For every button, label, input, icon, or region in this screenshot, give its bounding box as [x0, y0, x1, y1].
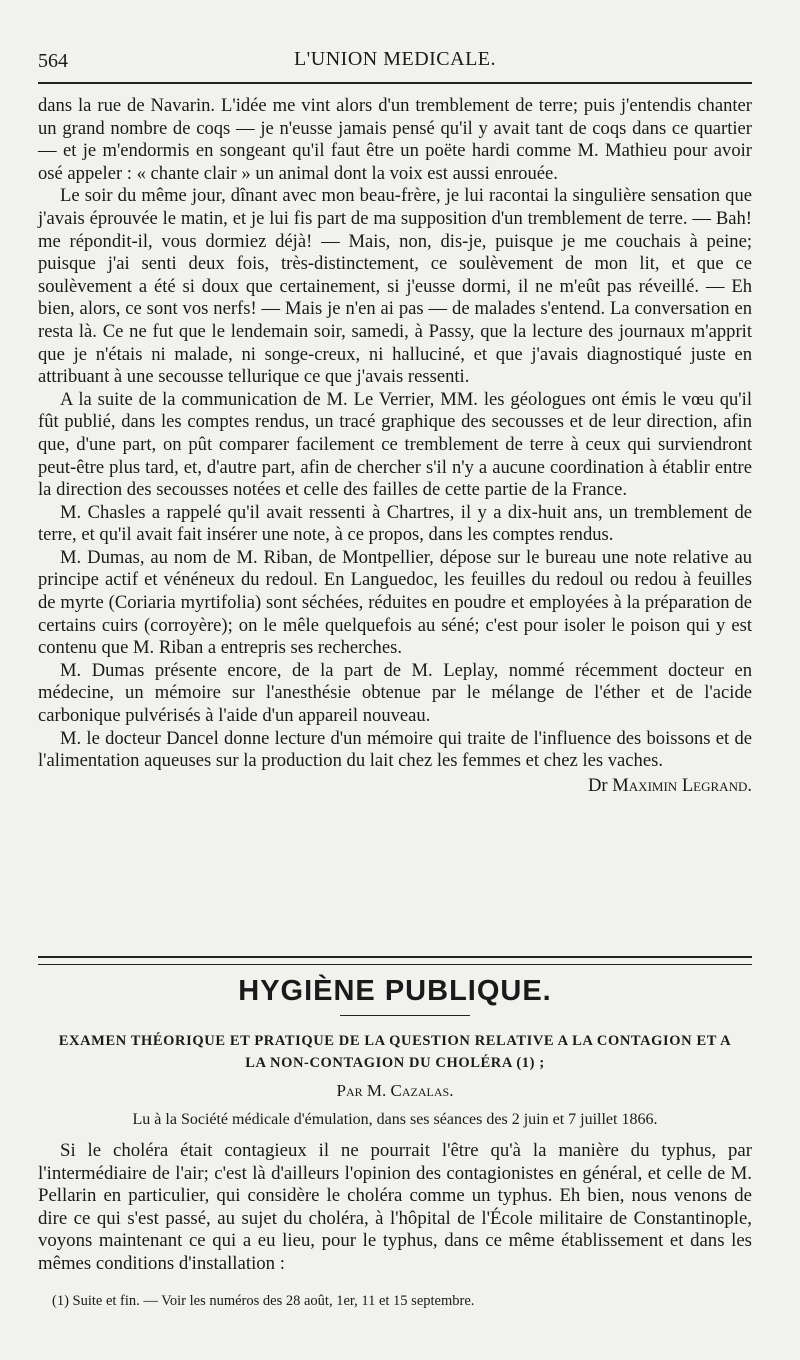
footnote: (1) Suite et fin. — Voir les numéros des 28 août, 1er, 11 et 15 septembre. — [52, 1293, 475, 1309]
page-header — [38, 44, 752, 80]
article-author: Par M. Cazalas. — [336, 1081, 454, 1100]
paragraph: M. Chasles a rappelé qu'il avait ressenti à Chartres, il y a dix-huit ans, un tremblement de terre, et qu'il avait fait insérer une note, à ce propos, dans les comptes rendus. — [38, 501, 752, 546]
signature-name: Maximin Legrand. — [612, 774, 752, 796]
paragraph: M. Dumas présente encore, de la part de M. Leplay, nommé récemment docteur en médecine, un mémoire sur l'anesthésie obtenue par le mélange de l'éther et de l'acide carbonique pulvérisés à l'aide d'un appareil nouveau. — [38, 659, 752, 727]
section-title: HYGIÈNE PUBLIQUE. — [238, 975, 552, 1007]
paragraph: Le soir du même jour, dînant avec mon beau-frère, je lui racontai la singulière sensation que j'avais éprouvée le matin, et je lui fis part de ma supposition d'un tremblement de terre. — Bah! me répondit-il, vous dormiez déjà! — Mais, non, dis-je, puisque je me couchais à peine; puisque j'ai senti deux fois, très-distinctement, ce soulèvement de mon lit, et que ce soulèvement a été si doux que certainement, si j'eusse dormi, il ne m'eût pas réveillé. — Eh bien, alors, ce sont vos nerfs! — Mais je n'en ai pas — de malades s'entend. La conversation en resta là. Ce ne fut que le lendemain soir, samedi, à Passy, que la lecture des journaux m'apprit que je n'étais ni malade, ni songe-creux, ni halluciné, et que j'avais diagnostiqué juste en attribuant à une secousse tellurique ce que j'avais ressenti. — [38, 185, 752, 388]
article-title — [38, 1030, 752, 1074]
article-title-line: EXAMEN THÉORIQUE ET PRATIQUE DE LA QUESTION RELATIVE A LA CONTAGION ET A — [58, 1033, 732, 1049]
article-title-text: LA NON-CONTAGION DU CHOLÉRA — [245, 1055, 513, 1071]
paragraph: dans la rue de Navarin. L'idée me vint alors d'un tremblement de terre; puis j'entendis chanter un grand nombre de coqs — je n'eusse jamais pensé qu'il y avait tant de coqs dans ce quartier — et je m'endormis en songeant qu'il faut être un poëte hardi comme M. Mathieu pour avoir osé appeler : « chante clair » un animal dont la voix est aussi enrouée. — [38, 95, 752, 184]
paragraph: Si le choléra était contagieux il ne pourrait l'être qu'à la manière du typhus, par l'intermédiaire de l'air; c'est là d'ailleurs l'opinion des contagionistes en général, et celle de M. Pellarin en particulier, qui considère le choléra comme un typhus. Eh bien, nous venons de dire ce qui s'est passé, au sujet du choléra, à l'hôpital de l'École militaire de Constantinople, voyons maintenant ce qui a eu lieu, pour le typhus, dans ce même établissement et dans les mêmes conditions d'installation : — [38, 1140, 752, 1274]
running-title: L'UNION MEDICALE. — [293, 48, 497, 70]
footnote-marker: (1) — [516, 1055, 536, 1071]
paragraph: A la suite de la communication de M. Le Verrier, MM. les géologues ont émis le vœu qu'il fût publié, dans les comptes rendus, un tracé graphique des secousses et de leur direction, afin que, d'une part, on pût comparer facilement ce tremblement de terre à ceux qui surviendront peut-être plus tard, et, d'autre part, afin de chercher s'il n'y a aucune coordination à établir entre la direction des secousses notées et celle des failles de cette partie de la France. — [38, 388, 752, 501]
article-title-suffix: ; — [535, 1055, 545, 1071]
signature — [38, 775, 752, 798]
read-note: Lu à la Société médicale d'émulation, dans ses séances des 2 juin et 7 juillet 1866. — [132, 1111, 658, 1128]
page-number: 564 — [38, 50, 68, 72]
signature-prefix: Dr — [587, 774, 608, 796]
article-title-line — [38, 1052, 752, 1074]
paragraph: M. le docteur Dancel donne lecture d'un mémoire qui traite de l'influence des boissons et de l'alimentation aqueuses sur la production du lait chez les femmes et chez les vaches. — [38, 727, 752, 772]
article-body — [38, 1140, 752, 1276]
title-rule — [340, 1015, 470, 1016]
report-body — [38, 95, 752, 797]
section-divider — [38, 956, 752, 965]
paragraph: M. Dumas, au nom de M. Riban, de Montpellier, dépose sur le bureau une note relative au principe actif et vénéneux du redoul. En Languedoc, les feuilles du redoul ou redou à feuilles de myrte (Coriaria myrtifolia) sont séchées, réduites en poudre et employées à la préparation de certains cuirs (corroyère); on le mêle quelquefois au séné; c'est pour isoler le poison qui y est contenu que M. Riban a entrepris ses recherches. — [38, 546, 752, 659]
header-rule — [38, 82, 752, 84]
